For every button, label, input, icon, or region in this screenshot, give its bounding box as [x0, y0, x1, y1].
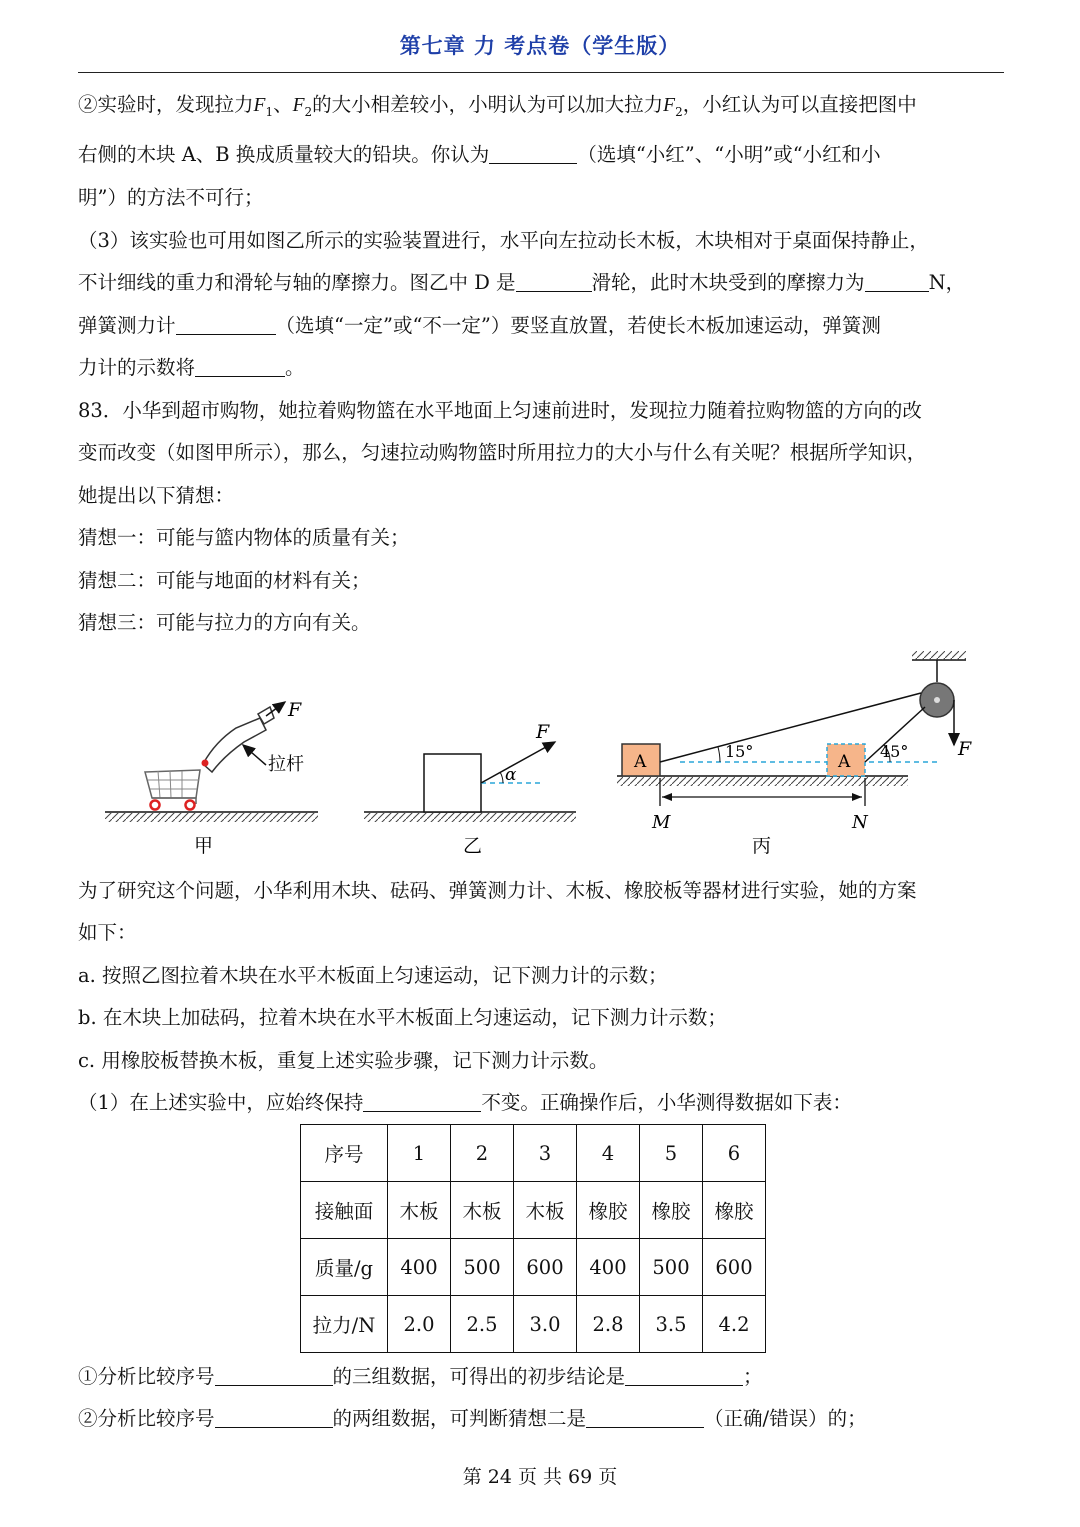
q83-1-question: （1）在上述实验中，应始终保持 不变。正确操作后，小华测得数据如下表：	[78, 1091, 852, 1114]
bing-angle2-label: 45°	[880, 742, 909, 761]
q82-2-line2: 右侧的木块 A、B 换成质量较大的铅块。你认为 （选填“小红”、“小明”或“小红和小	[78, 143, 881, 166]
table-cell: 6	[703, 1125, 766, 1182]
q83-guess2: 猜想二：可能与地面的材料有关；	[78, 569, 371, 592]
table-cell: 5	[640, 1125, 703, 1182]
answer-blank[interactable]	[195, 356, 285, 377]
q82-3-line1: （3）该实验也可用如图乙所示的实验装置进行，水平向左拉动长木板，木块相对于桌面保持静止，	[78, 229, 929, 252]
table-cell: 橡胶	[577, 1182, 640, 1239]
q83-intro-line1: 83．小华到超市购物，她拉着购物篮在水平地面上匀速前进时，发现拉力随着拉购物篮的方向的改	[78, 399, 922, 422]
q83-analysis-1: ①分析比较序号 的三组数据，可得出的初步结论是 ；	[78, 1365, 763, 1388]
q83-guess1: 猜想一：可能与篮内物体的质量有关；	[78, 526, 410, 549]
yi-angle-label: α	[505, 765, 517, 785]
answer-blank[interactable]	[363, 1091, 481, 1112]
table-cell: 400	[577, 1239, 640, 1296]
q82-3-line4: 力计的示数将 。	[78, 356, 305, 379]
table-cell: 拉力/N	[301, 1296, 388, 1353]
header-rule	[78, 72, 1004, 73]
bing-block1-label: A	[634, 752, 647, 772]
yi-force-label: F	[536, 721, 550, 743]
table-cell: 橡胶	[640, 1182, 703, 1239]
table-row	[301, 1296, 766, 1353]
answer-blank[interactable]	[865, 271, 929, 292]
bing-angle1-label: 15°	[725, 742, 754, 761]
figure-bing	[617, 651, 972, 857]
answer-blank[interactable]	[176, 314, 276, 335]
answer-blank[interactable]	[489, 143, 577, 164]
answer-blank[interactable]	[625, 1365, 743, 1386]
answer-blank[interactable]	[586, 1407, 704, 1428]
table-row	[301, 1182, 766, 1239]
point-n-label: N	[852, 812, 868, 833]
q83-step-b: b. 在木块上加砝码，拉着木块在水平木板面上匀速运动，记下测力计示数；	[78, 1006, 727, 1029]
table-cell: 橡胶	[703, 1182, 766, 1239]
q82-2-line1: ②实验时，发现拉力$F_1$、$F_2$的大小相差较小，小明认为可以加大拉力$F_2$，小红认为可以直接把图中	[78, 93, 917, 119]
bing-caption: 丙	[752, 835, 772, 857]
q83-plan-line2: 如下：	[78, 921, 137, 944]
q82-3-line3: 弹簧测力计 （选填“一定”或“不一定”）要竖直放置，若使长木板加速运动，弹簧测	[78, 314, 881, 337]
table-cell: 4	[577, 1125, 640, 1182]
table-cell: 质量/g	[301, 1239, 388, 1296]
table-cell: 序号	[301, 1125, 388, 1182]
table-row	[301, 1239, 766, 1296]
table-cell: 3	[514, 1125, 577, 1182]
jia-handle-label: 拉杆	[268, 754, 304, 775]
table-cell: 木板	[388, 1182, 451, 1239]
table-cell: 600	[514, 1239, 577, 1296]
point-m-label: M	[652, 812, 671, 833]
yi-caption: 乙	[463, 835, 483, 857]
table-cell: 400	[388, 1239, 451, 1296]
table-cell: 2.0	[388, 1296, 451, 1353]
table-cell: 4.2	[703, 1296, 766, 1353]
table-cell: 木板	[451, 1182, 514, 1239]
page-footer: 第 24 页 共 69 页	[462, 1466, 618, 1488]
q83-step-c: c. 用橡胶板替换木板，重复上述实验步骤，记下测力计示数。	[78, 1049, 609, 1072]
figure-jia	[105, 699, 318, 857]
table-cell: 2.8	[577, 1296, 640, 1353]
figure-yi	[364, 721, 576, 857]
bing-block2-label: A	[838, 752, 851, 772]
jia-caption: 甲	[194, 835, 214, 857]
q82-3-line2: 不计细线的重力和滑轮与轴的摩擦力。图乙中 D 是 滑轮，此时木块受到的摩擦力为 N，	[78, 271, 966, 294]
answer-blank[interactable]	[215, 1407, 333, 1428]
table-cell: 木板	[514, 1182, 577, 1239]
page-header-title: 第七章 力 考点卷（学生版）	[399, 34, 681, 58]
table-cell: 接触面	[301, 1182, 388, 1239]
bing-force-label: F	[958, 738, 972, 760]
table-cell: 1	[388, 1125, 451, 1182]
table-cell: 500	[451, 1239, 514, 1296]
q83-step-a: a. 按照乙图拉着木块在水平木板面上匀速运动，记下测力计的示数；	[78, 964, 668, 987]
table-row	[301, 1125, 766, 1182]
table-cell: 2.5	[451, 1296, 514, 1353]
q82-2-line3: 明”）的方法不可行；	[78, 186, 264, 209]
answer-blank[interactable]	[516, 271, 592, 292]
table-cell: 3.5	[640, 1296, 703, 1353]
table-cell: 600	[703, 1239, 766, 1296]
q83-intro-line3: 她提出以下猜想：	[78, 484, 235, 507]
q83-plan-line1: 为了研究这个问题，小华利用木块、砝码、弹簧测力计、木板、橡胶板等器材进行实验，她的方案	[78, 879, 917, 902]
table-cell: 3.0	[514, 1296, 577, 1353]
q83-analysis-2: ②分析比较序号 的两组数据，可判断猜想二是 （正确/错误）的；	[78, 1407, 867, 1430]
table-cell: 2	[451, 1125, 514, 1182]
data-table	[300, 1124, 766, 1353]
q83-guess3: 猜想三：可能与拉力的方向有关。	[78, 611, 371, 634]
jia-force-label: F	[288, 699, 302, 721]
answer-blank[interactable]	[215, 1365, 333, 1386]
figure-panel	[0, 640, 1080, 865]
table-cell: 500	[640, 1239, 703, 1296]
q83-intro-line2: 变而改变（如图甲所示），那么，匀速拉动购物篮时所用拉力的大小与什么有关呢？根据所学知识，	[78, 441, 927, 464]
